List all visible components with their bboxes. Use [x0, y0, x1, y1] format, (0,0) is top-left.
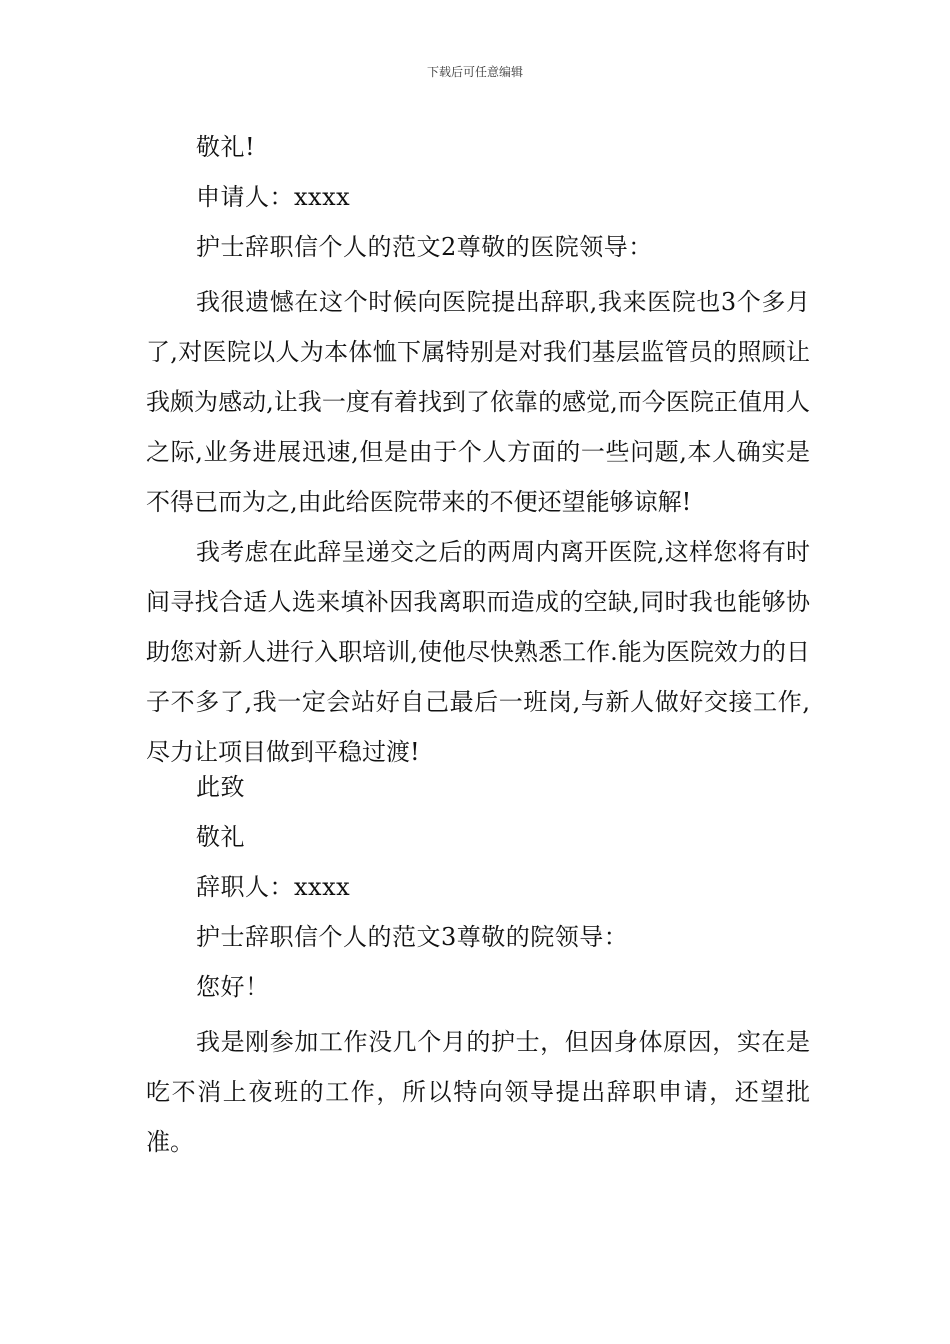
paragraph-3: 我是刚参加工作没几个月的护士，但因身体原因，实在是吃不消上夜班的工作，所以特向领导提出辞职申请，还望批准。: [146, 1028, 810, 1156]
closing-phrase: 此致: [196, 773, 245, 801]
sample-3-heading: 护士辞职信个人的范文3尊敬的院领导：: [196, 923, 629, 951]
greeting-line: 您好！: [196, 973, 270, 1001]
sample-2-heading: 护士辞职信个人的范文2尊敬的医院领导：: [196, 233, 653, 261]
document-body: [146, 127, 810, 1167]
resigner-line: 辞职人：xxxx: [196, 873, 351, 901]
closing-salute-2: 敬礼: [196, 823, 245, 851]
page-header: 下载后可任意编辑: [426, 65, 523, 79]
closing-salute: 敬礼!: [196, 133, 256, 161]
paragraph-2: 我考虑在此辞呈递交之后的两周内离开医院,这样您将有时间寻找合适人选来填补因我离职而造成的空缺,同时我也能够协助您对新人进行入职培训,使他尽快熟悉工作.能为医院效力的日子不多了,我一定会站好自己最后一班岗,与新人做好交接工作,尽力让项目做到平稳过渡!: [146, 538, 810, 766]
applicant-line: 申请人：xxxx: [196, 183, 351, 211]
paragraph-1: 我很遗憾在这个时候向医院提出辞职,我来医院也3个多月了,对医院以人为本体恤下属特别是对我们基层监管员的照顾让我颇为感动,让我一度有着找到了依靠的感觉,而今医院正值用人之际,业务进展迅速,但是由于个人方面的一些问题,本人确实是不得已而为之,由此给医院带来的不便还望能够谅解!: [146, 288, 810, 516]
